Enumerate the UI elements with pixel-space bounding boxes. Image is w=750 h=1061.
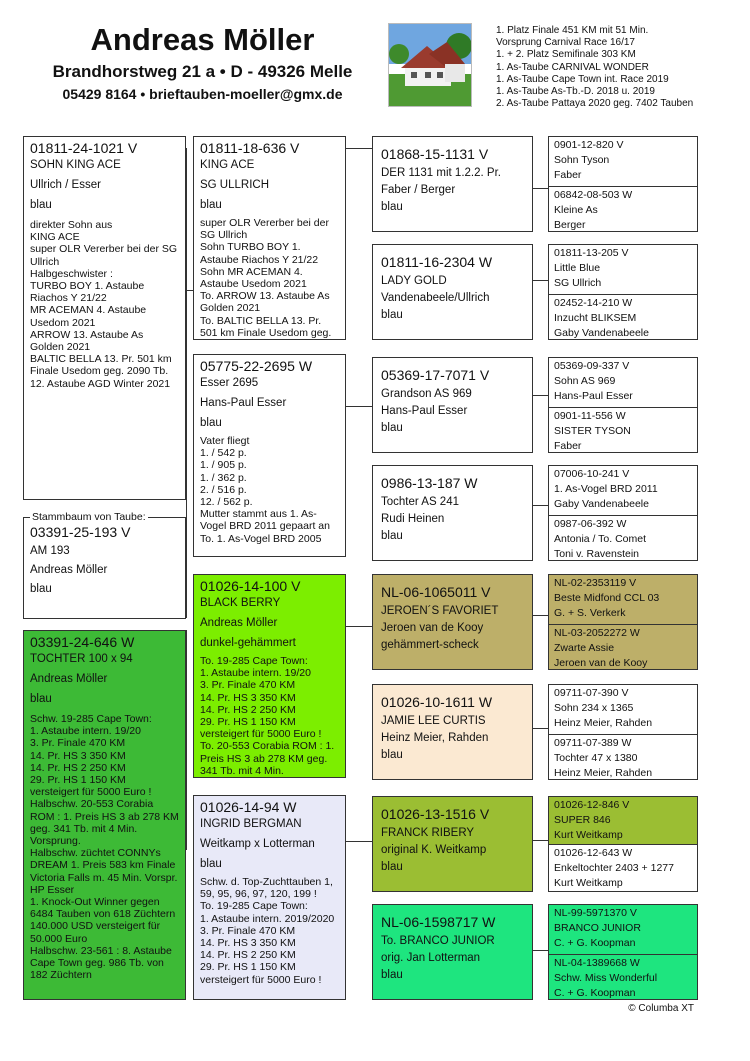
note-line: 29. Pr. HS 1 150 KM [200,716,296,729]
breeder-label: Jeroen van de Kooy [381,622,484,634]
breeder-label: Heinz Meier, Rahden [381,732,489,744]
ring-number: 0986-13-187 W [381,475,478,491]
ring-number: 05369-17-7071 V [381,367,490,383]
pigeon-name: JAMIE LEE CURTIS [381,715,486,727]
ring-number: NL-06-1065011 V [381,584,491,600]
note-line: ARROW 13. Astaube As Golden 2021 [30,328,144,354]
breeder-label: orig. Jan Lotterman [381,952,481,964]
achievement-line: 2. As-Taube Pattaya 2020 geg. 7402 Tauben [496,98,694,110]
ancestor-pair-5[interactable] [548,574,698,670]
pigeon-color: blau [200,858,222,870]
connector [533,280,548,281]
pigeon-name: SOHN KING ACE [30,159,121,171]
pigeon-name: FRANCK RIBERY [381,827,475,839]
note-line: Schw. 19-285 Cape Town: [30,713,152,725]
grandparent-box-2[interactable] [193,354,346,557]
breeder-label: Heinz Meier, Rahden [554,717,653,729]
note-line: 14. Pr. HS 2 250 KM [30,761,126,774]
ring-number: NL-04-1389668 W [554,957,640,969]
pigeon-color: blau [30,693,52,705]
pigeon-name: KING ACE [200,159,255,171]
ring-number: 01811-24-1021 V [30,140,138,156]
pigeon-name: To. BRANCO JUNIOR [381,935,495,947]
ring-number: 05775-22-2695 W [200,358,313,374]
note-line: 1. / 542 p. [200,447,247,460]
breeder-label: Kurt Weitkamp [554,829,623,841]
pigeon-name: Zwarte Assie [554,642,615,654]
connector [346,841,372,842]
ring-number: NL-06-1598717 W [381,914,496,930]
note-line: 2. / 516 p. [200,483,247,496]
ring-number: 01026-10-1611 W [381,694,493,710]
subject-pigeon-box[interactable] [23,517,186,619]
pigeon-name: INGRID BERGMAN [200,818,302,830]
note-line: To. ARROW 13. Astaube As Golden 2021 [200,290,330,315]
house-photo [388,23,472,107]
breeder-label: Faber / Berger [381,184,456,196]
mother-box[interactable] [23,630,186,1000]
connector [533,615,548,616]
breeder-name: Andreas Möller [90,22,315,57]
breeder-label: Vandenabeele/Ullrich [381,292,490,304]
note-line: 14. Pr. HS 2 250 KM [200,949,296,962]
pigeon-color: gehämmert-scheck [381,639,479,651]
note-line: Halbgeschwister : [30,267,113,280]
connector [533,505,548,506]
note-line: 14. Pr. HS 2 250 KM [200,703,296,716]
pigeon-color: blau [381,309,403,321]
note-line: To. BALTIC BELLA 13. Pr. 501 km Finale Usedom geg. [200,314,332,339]
connector [533,188,548,189]
breeder-label: Faber [554,169,582,181]
breeder-label: Weitkamp x Lotterman [200,838,315,850]
pigeon-name: Beste Midfond CCL 03 [554,592,660,604]
note-line: versteigert für 5000 Euro ! [30,786,152,799]
breeder-label: G. + S. Verkerk [554,607,626,619]
achievement-line: 1. As-Taube As-Tb.-D. 2018 u. 2019 [496,86,655,98]
breeder-label: Andreas Möller [200,617,278,629]
pigeon-name: Kleine As [554,204,598,216]
pigeon-name: BRANCO JUNIOR [554,922,641,934]
note-line: Halbschw. züchtet CONNYs DREAM 1. Preis 583 km Finale Victoria Falls m. 45 Min. Vorspr. HP Esser [30,847,178,896]
breeder-label: Hans-Paul Esser [200,397,287,409]
note-line: 12. Astaube AGD Winter 2021 [30,377,171,390]
ring-number: 03391-25-193 V [30,524,131,540]
breeder-label: SG Ullrich [554,277,602,289]
pigeon-name: Schw. Miss Wonderful [554,972,658,984]
note-line: BALTIC BELLA 13. Pr. 501 km Finale Usedom geg. 2090 Tb. [30,353,172,378]
breeder-contact: 05429 8164 • brieftauben-moeller@gmx.de [62,86,343,102]
pigeon-color: blau [381,422,403,434]
pigeon-color: blau [200,417,222,429]
great-grandparent-box-8[interactable] [372,904,533,1000]
note-line: Mutter stammt aus 1. As-Vogel BRD 2011 gepaart an To. 1. As-Vogel BRD 2005 [200,508,330,545]
note-line: Schw. d. Top-Zuchttauben 1, 59, 95, 96, 97, 120, 199 ! [200,876,333,901]
note-line: 3. Pr. Finale 470 KM [30,737,126,750]
ring-number: 07006-10-241 V [554,468,630,480]
breeder-label: Toni v. Ravenstein [554,548,640,560]
note-line: KING ACE [30,231,80,244]
ring-number: 06842-08-503 W [554,189,633,201]
pigeon-name: DER 1131 mit 1.2.2. Pr. [381,167,501,179]
ring-number: 01868-15-1131 V [381,146,489,162]
connector [533,950,548,951]
pigeon-color: blau [30,583,52,595]
ring-number: 01026-14-100 V [200,578,301,594]
pigeon-color: blau [381,861,403,873]
connector [346,406,372,407]
ancestor-pair-3[interactable] [548,357,698,453]
great-grandparent-box-2[interactable] [372,244,533,340]
grandparent-box-3[interactable] [193,574,346,778]
ring-number: 09711-07-389 W [554,737,632,749]
great-grandparent-box-6[interactable] [372,684,533,780]
pigeon-name: Tochter 47 x 1380 [554,752,638,764]
note-line: To. 19-285 Cape Town: [200,900,308,913]
note-line: 1. / 362 p. [200,471,247,484]
breeder-label: Gaby Vandenabeele [554,498,649,510]
pigeon-name: TOCHTER 100 x 94 [30,653,133,665]
ring-number: 01811-18-636 V [200,140,300,156]
note-line: TURBO BOY 1. Astaube Riachos Y 21/22 [30,280,145,305]
pigeon-color: blau [381,749,403,761]
great-grandparent-box-3[interactable] [372,357,533,453]
note-line: Vater fliegt [200,435,250,447]
pigeon-name: SUPER 846 [554,814,611,826]
ring-number: 0987-06-392 W [554,518,627,530]
ancestor-pair-7[interactable] [548,796,698,892]
breeder-label: Berger [554,219,586,231]
pigeon-name: Sohn AS 969 [554,375,616,387]
pedigree-label: Stammbaum von Taube: [32,511,146,523]
pigeon-name: Inzucht BLIKSEM [554,312,637,324]
pigeon-name: Grandson AS 969 [381,388,472,400]
ring-number: 0901-11-556 W [554,410,626,422]
note-line: 14. Pr. HS 3 350 KM [30,749,126,762]
note-line: 12. / 562 p. [200,496,253,509]
pigeon-color: blau [381,969,403,981]
note-line: To. 20-553 Corabia ROM : 1. Preis HS 3 ab 278 KM geg. 341 Tb. mit 4 Min. [200,740,335,777]
ring-number: 02452-14-210 W [554,297,633,309]
note-line: MR ACEMAN 4. Astaube Usedom 2021 [30,304,147,329]
note-line: To. 19-285 Cape Town: [200,655,308,667]
great-grandparent-box-1[interactable] [372,136,533,232]
breeder-label: Rudi Heinen [381,513,445,525]
note-line: 1. Knock-Out Winner gegen 6484 Tauben von 618 Züchtern 140.000 USD versteigert für 50.000 Euro [30,896,176,945]
note-line: 14. Pr. HS 3 350 KM [200,937,296,950]
pigeon-name: Esser 2695 [200,377,259,389]
grandparent-box-4[interactable] [193,795,346,1000]
pigeon-name: Antonia / To. Comet [554,533,647,545]
breeder-label: Ullrich / Esser [30,179,101,191]
ring-number: 09711-07-390 V [554,687,629,699]
ancestor-pair-2[interactable] [548,244,698,340]
ring-number: 0901-12-820 V [554,139,624,151]
grandparent-box-1[interactable] [193,136,346,340]
copyright: © Columba XT [628,1003,694,1014]
pigeon-name: Tochter AS 241 [381,496,459,508]
pigeon-name: Enkeltochter 2403 + 1277 [554,862,674,874]
ring-number: 01026-12-846 V [554,799,630,811]
breeder-address: Brandhorstweg 21 a • D - 49326 Melle [52,62,353,81]
breeder-label: Andreas Möller [30,564,108,576]
breeder-label: C. + G. Koopman [554,937,636,949]
pigeon-name: JEROEN´S FAVORIET [381,605,499,617]
ancestor-pair-4[interactable] [548,465,698,561]
pigeon-name: Sohn Tyson [554,154,610,166]
connector [186,630,187,850]
achievement-line: 1. As-Taube CARNIVAL WONDER [496,61,649,73]
breeder-label: Jeroen van de Kooy [554,657,648,669]
pigeon-name: LADY GOLD [381,275,447,287]
ring-number: NL-99-5971370 V [554,907,637,919]
breeder-label: Kurt Weitkamp [554,877,623,889]
ring-number: 01026-13-1516 V [381,806,490,822]
ring-number: 01026-14-94 W [200,799,297,815]
connector [533,728,548,729]
connector [346,626,372,627]
connector [185,290,193,291]
ring-number: 01026-12-643 W [554,847,633,859]
father-box[interactable] [23,136,186,500]
ancestor-pair-1[interactable] [548,136,698,232]
pigeon-name: SISTER TYSON [554,425,631,437]
note-line: direkter Sohn aus [30,219,113,231]
note-line: Sohn MR ACEMAN 4. Astaube Usedom 2021 [200,265,307,291]
note-line: 1. Astaube intern. 19/20 [30,725,141,738]
connector [346,148,372,149]
pigeon-name: BLACK BERRY [200,597,281,609]
note-line: 14. Pr. HS 3 350 KM [200,691,296,704]
note-line: 29. Pr. HS 1 150 KM [200,961,296,974]
pigeon-color: blau [381,530,403,542]
pigeon-color: dunkel-gehämmert [200,637,296,649]
note-line: super OLR Vererber bei der SG Ullrich [200,217,329,242]
note-line: versteigert für 5000 Euro ! [200,973,322,986]
connector [533,395,548,396]
pigeon-name: AM 193 [30,545,70,557]
achievement-line: 1. + 2. Platz Semifinale 303 KM [496,49,636,61]
note-line: 1. Astaube intern. 19/20 [200,667,311,680]
note-line: 3. Pr. Finale 470 KM [200,679,296,692]
pigeon-name: Little Blue [554,262,601,274]
breeder-label: C. + G. Koopman [554,987,636,999]
achievement-line: Vorsprung Carnival Race 16/17 [496,37,635,49]
achievement-line: 1. Platz Finale 451 KM mit 51 Min. [496,25,649,36]
ancestor-pair-8[interactable] [548,904,698,1000]
pigeon-color: blau [200,199,222,211]
breeder-label: Gaby Vandenabeele [554,327,649,339]
note-line: super OLR Vererber bei der SG Ullrich [30,243,178,268]
pigeon-color: blau [30,199,52,211]
note-line: 1. / 905 p. [200,459,247,472]
connector [186,148,187,618]
great-grandparent-box-7[interactable] [372,796,533,892]
note-line: versteigert für 5000 Euro ! [200,728,322,741]
ring-number: NL-03-2052272 W [554,627,640,639]
ring-number: 03391-24-646 W [30,634,135,650]
connector [533,840,548,841]
ring-number: NL-02-2353119 V [554,577,637,589]
breeder-label: SG ULLRICH [200,179,270,191]
pigeon-name: Sohn 234 x 1365 [554,702,634,714]
note-line: Halbschw. 23-561 : 8. Astaube Cape Town geg. 986 Tb. von 182 Züchtern [30,944,172,982]
pigeon-color: blau [381,201,403,213]
ancestor-pair-6[interactable] [548,684,698,780]
achievement-line: 1. As-Taube Cape Town int. Race 2019 [496,73,669,85]
great-grandparent-box-5[interactable] [372,574,533,670]
breeder-label: Andreas Möller [30,673,108,685]
pigeon-name: 1. As-Vogel BRD 2011 [554,483,658,495]
great-grandparent-box-4[interactable] [372,465,533,561]
note-line: Halbschw. 20-553 Corabia ROM : 1. Preis HS 3 ab 278 KM geg. 341 Tb. mit 4 Min. Vorsprung. [30,798,179,848]
breeder-label: Heinz Meier, Rahden [554,767,653,779]
breeder-label: Hans-Paul Esser [554,390,633,402]
ring-number: 05369-09-337 V [554,360,630,372]
note-line: Sohn TURBO BOY 1. Astaube Riachos Y 21/22 [200,241,319,266]
breeder-label: Faber [554,440,582,452]
breeder-label: original K. Weitkamp [381,844,487,856]
ring-number: 01811-13-205 V [554,247,629,259]
note-line: 29. Pr. HS 1 150 KM [30,774,126,787]
ring-number: 01811-16-2304 W [381,254,493,270]
achievements-list [496,25,750,110]
note-line: 1. Astaube intern. 2019/2020 [200,912,335,925]
breeder-label: Hans-Paul Esser [381,405,468,417]
note-line: 3. Pr. Finale 470 KM [200,924,296,937]
